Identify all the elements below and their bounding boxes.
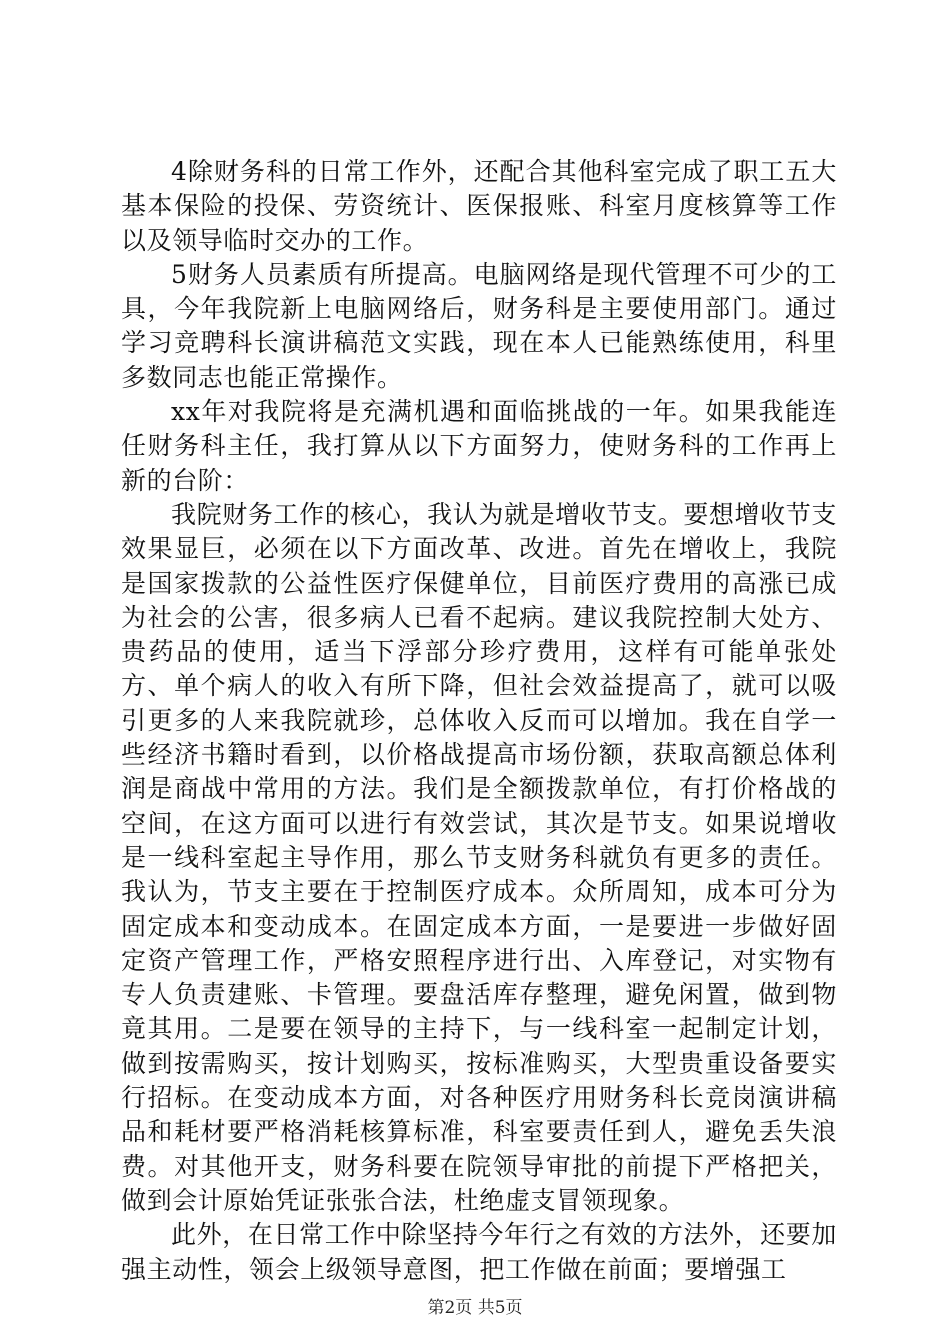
paragraph-next-year-plan: xx年对我院将是充满机遇和面临挑战的一年。如果我能连任财务科主任，我打算从以下方面努力，使财务科的工作再上新的台阶： (121, 397, 837, 495)
paragraph-increase-income-cut-costs: 我院财务工作的核心，我认为就是增收节支。要想增收节支效果显巨，必须在以下方面改革、改进。首先在增收上，我院是国家拨款的公益性医疗保健单位，目前医疗费用的高涨已成为社会的公害，很多病人已看不起病。建议我院控制大处方、贵药品的使用，适当下浮部分珍疗费用，这样有可能单张处方、单个病人的收入有所下降，但社会效益提高了，就可以吸引更多的人来我院就珍，总体收入反而可以增加。我在自学一些经济书籍时看到，以价格战提高市场份额，获取高额总体利润是商战中常用的方法。我们是全额拨款单位，有打价格战的空间，在这方面可以进行有效尝试，其次是节支。如果说增收是一线科室起主导作用，那么节支财务科就负有更多的责任。我认为，节支主要在于控制医疗成本。众所周知，成本可分为固定成本和变动成本。在固定成本方面，一是要进一步做好固定资产管理工作，严格安照程序进行出、入库登记，对实物有专人负责建账、卡管理。要盘活库存整理，避免闲置，做到物竟其用。二是要在领导的主持下，与一线科室一起制定计划，做到按需购买，按计划购买，按标准购买，大型贵重设备要实行招标。在变动成本方面，对各种医疗用财务科长竞岗演讲稿品和耗材要严格消耗核算标准，科室要责任到人，避免丢失浪费。对其他开支，财务科要在院领导审批的前提下严格把关，做到会计原始凭证张张合法，杜绝虚支冒领现象。 (121, 499, 837, 1215)
document-body (121, 155, 837, 1287)
paragraph-daily-work: 此外，在日常工作中除坚持今年行之有效的方法外，还要加强主动性，领会上级领导意图，把工作做在前面；要增强工 (121, 1220, 837, 1284)
paragraph-insurance-work: 4除财务科的日常工作外，还配合其他科室完成了职工五大基本保险的投保、劳资统计、医保报账、科室月度核算等工作以及领导临时交办的工作。 (121, 157, 837, 255)
page-footer: 第2页 共5页 (427, 1298, 523, 1318)
paragraph-staff-quality: 5财务人员素质有所提高。电脑网络是现代管理不可少的工具，今年我院新上电脑网络后，财务科是主要使用部门。通过学习竞聘科长演讲稿范文实践，现在本人已能熟练使用，科里多数同志也能正常操作。 (121, 259, 837, 392)
